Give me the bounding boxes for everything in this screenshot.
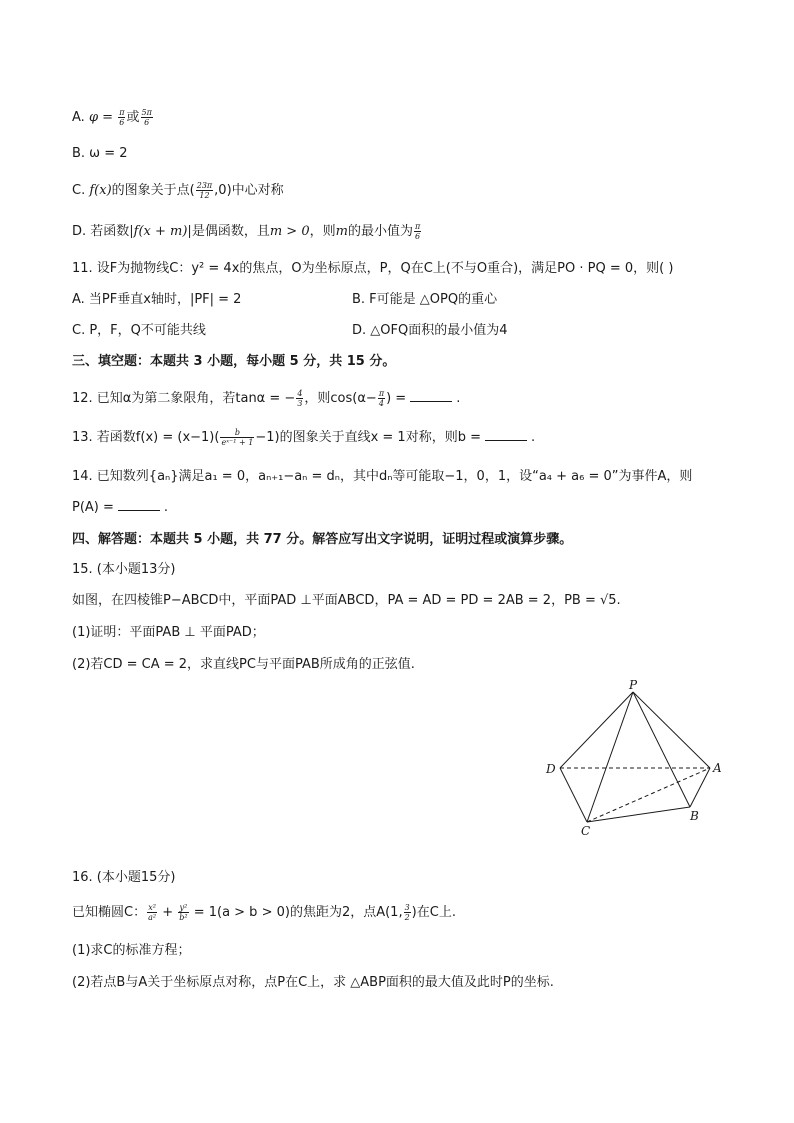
edge-PB (633, 692, 690, 807)
text: 12. 已知α为第二象限角，若tanα = − (72, 391, 296, 406)
text: 的图象关于点( (111, 183, 195, 198)
edge-PD (560, 692, 633, 768)
edge-CB (587, 807, 690, 822)
q10-option-d (72, 222, 422, 241)
q15-stem: 如图，在四棱锥P−ABCD中，平面PAD ⊥平面ABCD，PA = AD = PD = 2AB = 2，PB = √5. (72, 593, 621, 608)
text: 是偶函数，且 (191, 224, 270, 239)
q11-option-a: A. 当PF垂直x轴时，|PF| = 2 (72, 292, 242, 307)
edge-DC (560, 768, 587, 822)
text: ,0)中心对称 (214, 183, 284, 198)
q11-stem: 11. 设F为抛物线C：y² = 4x的焦点，O为坐标原点，P，Q在C上(不与O重合)，满足PO · PQ = 0，则( ) (72, 261, 674, 276)
q16-part2: (2)若点B与A关于坐标原点对称，点P在C上，求 △ABP面积的最大值及此时P的坐标. (72, 975, 554, 990)
q15-part1: (1)证明：平面PAB ⊥ 平面PAD； (72, 625, 265, 640)
fraction: $\frac{\text{y²}}{\text{b²}}$ (179, 903, 188, 922)
q12 (72, 389, 460, 408)
answer-blank[interactable] (118, 498, 160, 511)
q11-option-b: B. F可能是 △OPQ的重心 (352, 292, 498, 307)
fraction: $\frac{3}{2}$ (404, 903, 410, 922)
q11-option-c: C. P，F，Q不可能共线 (72, 323, 206, 338)
label-C: C (581, 824, 591, 838)
fraction: $\frac{23\pi}{12}$ (196, 181, 213, 200)
text: 已知椭圆C： (72, 905, 147, 920)
text: ，则 (309, 224, 336, 239)
q10-option-c (72, 181, 284, 200)
edge-BA (690, 768, 710, 807)
q15-head: 15. (本小题13分) (72, 562, 176, 577)
math-expr: φ = (88, 110, 114, 125)
q13 (72, 428, 535, 447)
q15-part2: (2)若CD = CA = 2，求直线PC与平面PAB所成角的正弦值. (72, 657, 415, 672)
text: ，则cos(α− (304, 391, 377, 406)
fraction: $\frac{\pi}{6}$ (414, 222, 421, 241)
option-letter: A. (72, 110, 85, 125)
option-letter: C. (72, 183, 86, 198)
q11-option-d: D. △OFQ面积的最小值为4 (352, 323, 508, 338)
text: P(A) = (72, 500, 114, 515)
fraction: $\frac{b}{\text{eˣ⁻¹ + 1}}$ (221, 428, 254, 447)
q14-line1: 14. 已知数列{aₙ}满足a₁ = 0，aₙ₊₁−aₙ = dₙ，其中dₙ等可能取−1，0，1，设“a₄ + a₆ = 0”为事件A，则 (72, 469, 693, 484)
label-P: P (629, 680, 638, 692)
q16-head: 16. (本小题15分) (72, 870, 176, 885)
text: −1)的图象关于直线x = 1对称，则b = (255, 430, 481, 445)
math-expr: f(x) (89, 183, 112, 198)
math-expr: m (335, 224, 348, 239)
section-heading-solutions: 四、解答题：本题共 5 小题，共 77 分。解答应写出文字说明，证明过程或演算步骤。 (72, 532, 573, 547)
math-expr: m > 0 (269, 224, 310, 239)
answer-blank[interactable] (410, 389, 452, 402)
q16-part1: (1)求C的标准方程； (72, 943, 191, 958)
text: 的最小值为 (347, 224, 413, 239)
label-D: D (546, 762, 556, 776)
answer-blank[interactable] (485, 428, 527, 441)
text: + (158, 905, 178, 920)
text: ) = (386, 391, 407, 406)
text: )在C上. (411, 905, 456, 920)
text: 13. 若函数f(x) = (x−1)( (72, 430, 220, 445)
fraction: $\frac{5\pi}{6}$ (141, 108, 152, 127)
label-B: B (690, 809, 699, 823)
edge-PC (587, 692, 633, 822)
pyramid-figure (540, 680, 740, 840)
q14-line2 (72, 498, 168, 517)
text: . (456, 391, 461, 406)
section-heading-fill-in: 三、填空题：本题共 3 小题，每小题 5 分，共 15 分。 (72, 354, 396, 369)
fraction: $\frac{\pi}{4}$ (378, 389, 385, 408)
math-expr: |f(x + m)| (129, 224, 192, 239)
text: 或 (126, 110, 140, 125)
label-A: A (713, 761, 722, 775)
text: = 1(a > b > 0)的焦距为2，点A(1, (189, 905, 403, 920)
fraction: $\frac{\pi}{6}$ (119, 108, 125, 127)
edge-PA (633, 692, 710, 768)
q10-option-a (72, 108, 154, 127)
text: . (163, 500, 169, 515)
fraction: $\frac{4}{3}$ (297, 389, 303, 408)
fraction: $\frac{\text{x²}}{\text{a²}}$ (148, 903, 157, 922)
text: D. 若函数 (72, 224, 130, 239)
text: . (530, 430, 536, 445)
q16-stem (72, 903, 456, 922)
q10-option-b: B. ω = 2 (72, 146, 128, 161)
